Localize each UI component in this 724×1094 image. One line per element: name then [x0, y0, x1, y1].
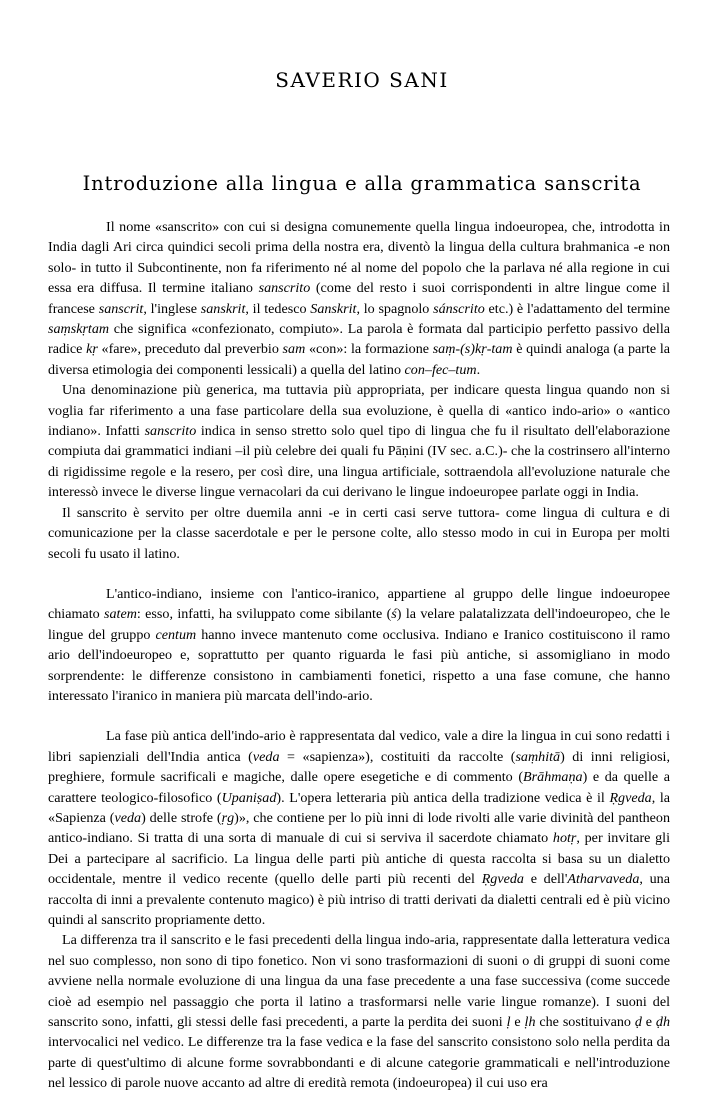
italic-term: centum [155, 626, 197, 643]
text-run: Il sanscrito è servito per oltre duemila anni -e in certi casi serve tuttora- come lingua di cultura e di comunicazione per la classe sacerdotale e per le persone colte, allo stesso modo in cui in Europa per molti secoli fu usato il latino. [48, 504, 670, 562]
text-run: La fase più antica dell'indo-ario è rappresentata dal vedico, vale a dire la lingua in cui sono redatti i libri sapienziali dell'India antica ( [48, 728, 670, 765]
text-run: )», che contiene per lo più inni di lode rivolti alle varie divinità del pantheon antico-indiano. Si tratta di una sorta di manuale di cui si serviva il sacerdote chiamato [48, 809, 671, 847]
italic-term: sánscrito [433, 300, 485, 317]
text-run: ) la velare palatalizzata dell'indoeuropeo, che le lingue del gruppo [48, 606, 670, 643]
italic-term: sam [282, 341, 306, 358]
text-run: L'antico-indiano, insieme con l'antico-iranico, appartiene al gruppo delle lingue indoeuropee chiamato [48, 585, 670, 623]
text-run: «fare», preceduto dal preverbio [97, 341, 283, 358]
text-run: = «sapienza»), costituiti da raccolte ( [279, 748, 516, 765]
italic-term: Ṛgveda [481, 871, 524, 888]
text-run: «con»: la formazione [305, 341, 433, 358]
text-run: Una denominazione più generica, ma tuttavia più appropriata, per indicare questa lingua quando non si voglia far riferimento a una fase particolare della sua evoluzione, è quella di «antico indo-ario» o «antico indiano». Infatti [48, 382, 670, 440]
text-run: e [510, 1014, 525, 1031]
text-run: ). L'opera letteraria più antica della tradizione vedica è il [276, 789, 610, 806]
italic-term: sanscrito [258, 280, 311, 297]
text-run: , l'inglese [143, 300, 201, 317]
italic-term: Atharvaveda [567, 871, 640, 888]
paragraph-6 [48, 930, 670, 1093]
text-run: è quindi analoga (a parte la diversa etimologia dei componenti lessicali) a quella del latino [48, 341, 670, 378]
text-run: , per invitare gli Dei a partecipare al sacrificio. La lingua delle parti più antiche di questa raccolta si basa su un dialetto occidentale, mentre il vedico recente (quello delle parti più recenti del [48, 830, 671, 888]
text-run: che significa «confezionato, compiuto». La parola è formata dal participio perfetto passivo della radice [48, 321, 670, 358]
text-run: ) delle strofe ( [141, 809, 222, 826]
paragraph-5 [48, 726, 670, 930]
body-text [48, 217, 670, 1094]
text-run: intervocalici nel vedico. Le differenze tra la fase vedica e la fase del sanscrito consistono solo nella perdita da parte di quest'ultimo di alcune forme sovrabbondanti e di alcune categorie grammaticali e nell'introduzione nel lessico di parole nuove accanto ad altre di eredità remota (indoeuropea) il cui uso era [48, 1034, 670, 1092]
italic-term: Sanskrit [310, 300, 357, 317]
text-run: , lo spagnolo [356, 300, 434, 317]
paragraph-2 [48, 380, 670, 502]
italic-term: ḷh [524, 1014, 536, 1031]
italic-term: saṃskṛtam [48, 321, 110, 338]
italic-term: Brāhmaṇa [523, 769, 583, 786]
italic-term: saṃhitā [515, 748, 561, 765]
italic-term: sanscrit [98, 300, 144, 317]
text-run: , una raccolta di inni a prevalente contenuto magico) è più intriso di tratti derivati da dialetti centrali ed è più vicino quindi al sanscrito propriamente detto. [48, 871, 670, 928]
text-run: . [476, 361, 481, 378]
italic-term: ḍ [634, 1014, 642, 1031]
text-run: etc.) è l'adattamento del termine [484, 300, 671, 317]
author-name: SAVERIO SANI [275, 68, 449, 92]
italic-term: Ṛgveda [609, 789, 652, 806]
text-run: indica in senso stretto solo quel tipo di lingua che fu il risultato dell'elaborazione compiuta dai grammatici indiani –il più celebre dei quali fu Pāṇini (IV sec. a.C.)- che la costrinsero all'interno di rigidissime regole e la resero, per così dire, una lingua artificiale, sottraendola all'evoluzione naturale che interessò invece le diverse lingue vernacolari da cui derivano le lingue indoeuropee parlate oggi in India. [48, 423, 670, 501]
italic-term: ś [391, 606, 397, 623]
text-run: (come del resto i suoi corrispondenti in altre lingue come il francese [48, 280, 671, 317]
italic-term: ḍh [655, 1014, 670, 1031]
italic-term: sanscrito [144, 423, 197, 440]
text-run: che sostituivano [535, 1014, 635, 1031]
text-run: , la «Sapienza ( [48, 789, 671, 826]
document-title: Introduzione alla lingua e alla grammatica sanscrita [82, 172, 642, 195]
paragraph-4 [48, 584, 670, 706]
paragraph-3 [48, 503, 670, 564]
italic-term: satem [104, 606, 137, 623]
italic-term: hotṛ [552, 830, 577, 847]
italic-term: saṃ-(s)kṛ-tam [432, 341, 513, 358]
text-run: hanno invece mantenuto come occlusiva. Indiano e Iranico costituiscono il ramo ario dell'indoeuropeo e, soprattutto per quanto riguarda le fasi più antiche, si assomigliano in modo sorprendente: le differenze consistono in cambiamenti fonetici, rispetto a una fase comune, che hanno interessato l'iranico in maniera più marcata dell'indo-ario. [48, 626, 670, 704]
text-run: ) di inni religiosi, preghiere, formule sacrificali e magiche, dalle opere esegetiche e di commento ( [48, 748, 670, 786]
italic-term: con–fec–tum [404, 361, 477, 378]
text-run: : esso, infatti, ha sviluppato come sibilante ( [136, 606, 392, 623]
italic-term: ṛg [221, 809, 235, 826]
text-run: e dell' [523, 871, 568, 888]
italic-term: veda [114, 809, 142, 826]
paragraph-1 [48, 217, 670, 380]
text-run: ) e da quelle a carattere teologico-filosofico ( [48, 769, 670, 806]
text-run: e [641, 1014, 656, 1031]
text-run: La differenza tra il sanscrito e le fasi precedenti della lingua indo-aria, rappresentate dalla letteratura vedica nel suo complesso, non sono di tipo fonetico. Non vi sono trasformazioni di suoni o di gruppi di suoni come avviene nella normale evoluzione di una lingua da una fase precedente a una fase successiva (come succede cioè ad esempio nel passaggio che porta il latino a trasformarsi nelle varie lingue romanze). I suoni del sanscrito sono, infatti, gli stessi delle fasi precedenti, a parte la perdita dei suoni [48, 932, 670, 1031]
italic-term: ḷ [506, 1014, 511, 1031]
italic-term: sanskrit [200, 300, 246, 317]
text-run: Il nome «sanscrito» con cui si designa comunemente quella lingua indoeuropea, che, introdotta in India dagli Ari circa quindici secoli prima della nostra era, diventò la lingua della cultura brahmanica -e non solo- in tutto il Subcontinente, non fa riferimento né al nome del popolo che la parlava né alla regione in cui essa era diffusa. Il termine italiano [48, 219, 670, 297]
text-run: , il tedesco [245, 300, 311, 317]
italic-term: Upaniṣad [221, 789, 277, 806]
italic-term: veda [252, 748, 280, 765]
italic-term: kṛ [86, 341, 98, 358]
